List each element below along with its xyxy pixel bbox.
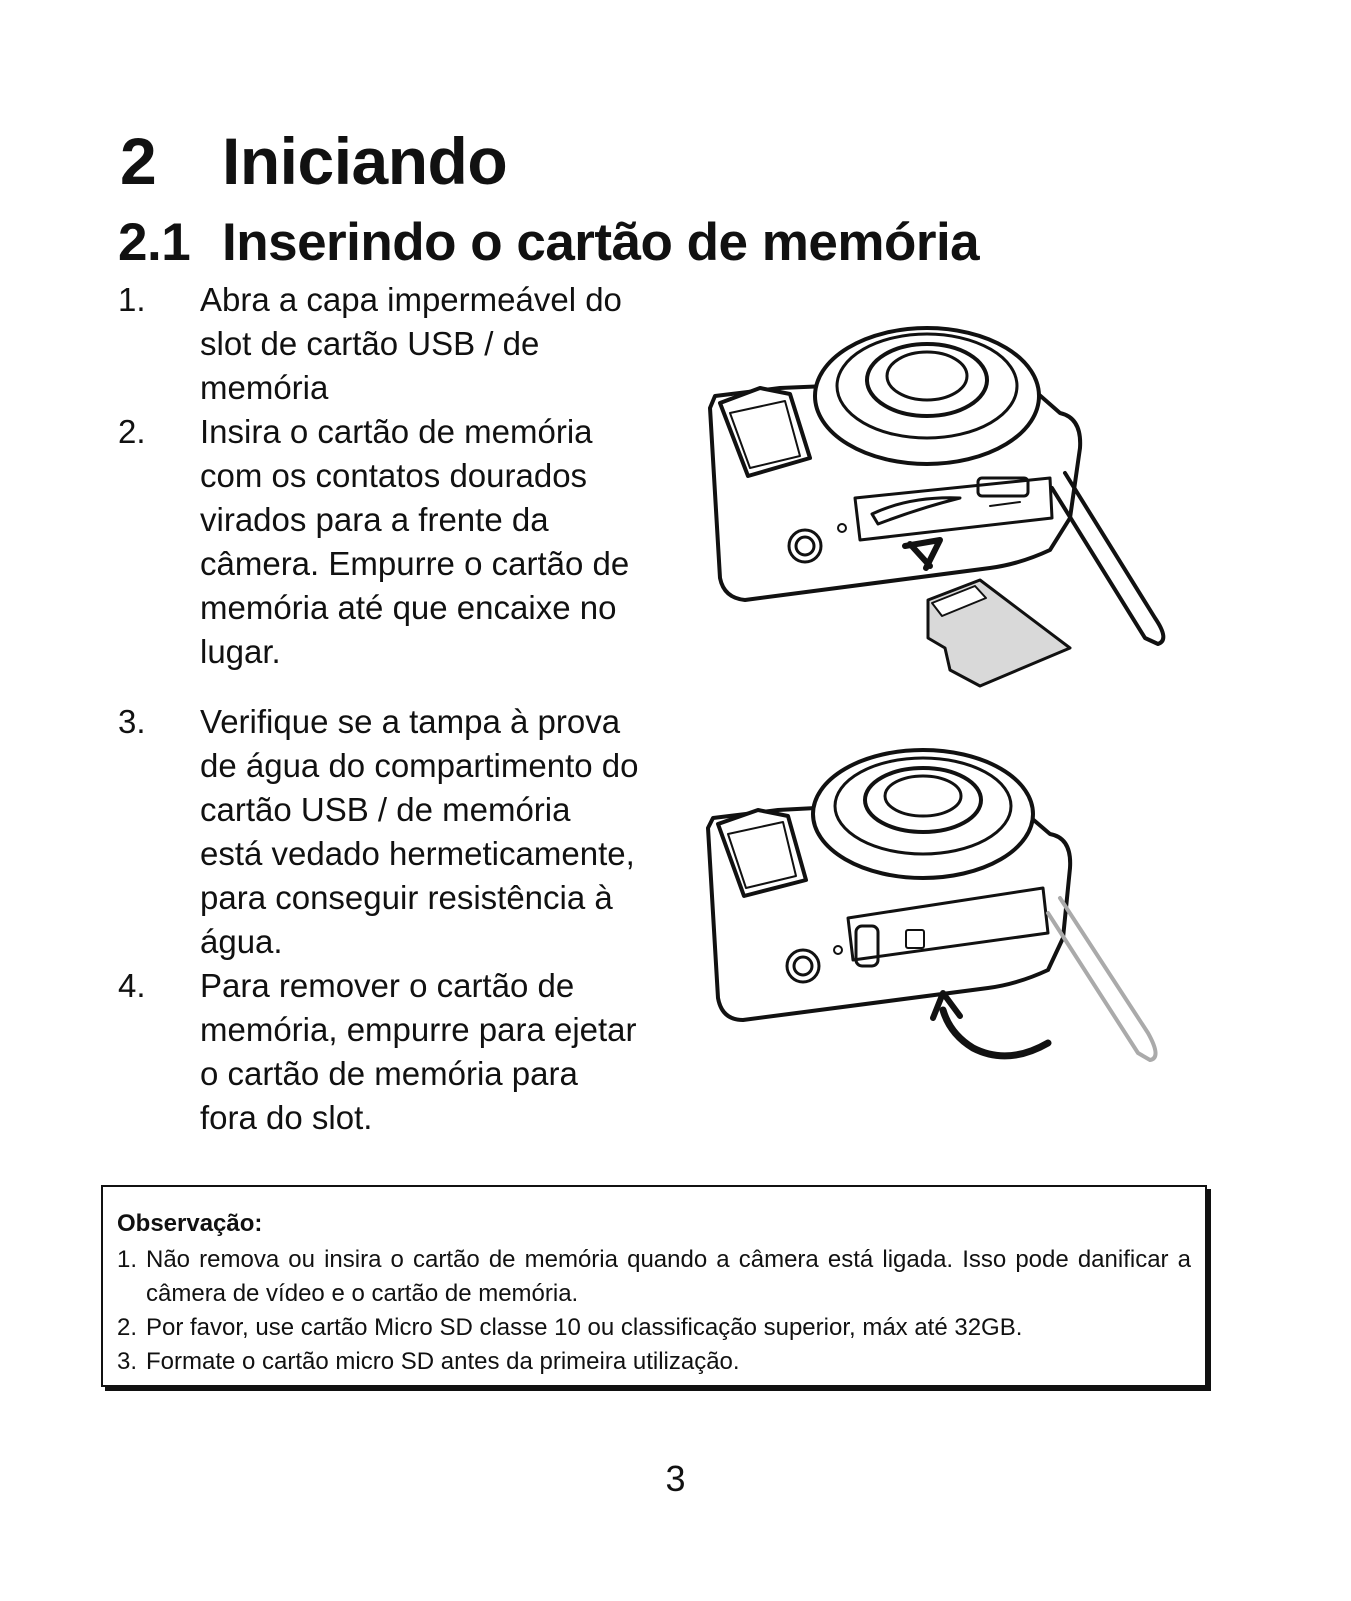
- note-item-number: 1.: [117, 1246, 138, 1273]
- chapter-number: 2: [120, 124, 157, 198]
- step-text: Verifique se a tampa à prova de água do compartimento do cartão USB / de memória está vedado hermeticamente, para conseguir resistência à água.: [200, 703, 639, 960]
- chapter-title: Iniciando: [222, 124, 508, 198]
- page-number: 3: [665, 1458, 686, 1499]
- note-item-text: Por favor, use cartão Micro SD classe 10 ou classificação superior, máx até 32GB.: [146, 1314, 1023, 1341]
- steps-list-top: [118, 278, 638, 674]
- note-item-text: Não remova ou insira o cartão de memória quando a câmera está ligada. Isso pode danificar a câmera de vídeo e o cartão de memória.: [146, 1246, 1191, 1307]
- step-number: 2.: [118, 413, 146, 450]
- step-number: 3.: [118, 703, 146, 740]
- step-item: [118, 964, 640, 1140]
- note-item-text: Formate o cartão micro SD antes da primeira utilização.: [146, 1348, 740, 1375]
- note-item: [117, 1243, 1191, 1311]
- note-title: Observação:: [117, 1210, 263, 1237]
- note-item-number: 2.: [117, 1314, 138, 1341]
- section-title: Inserindo o cartão de memória: [222, 213, 980, 272]
- step-text: Para remover o cartão de memória, empurre para ejetar o cartão de memória para fora do slot.: [200, 967, 637, 1136]
- step-text: Insira o cartão de memória com os contatos dourados virados para a frente da câmera. Empurre o cartão de memória até que encaixe no lugar.: [200, 413, 630, 670]
- camera-insert-card-illustration: [690, 318, 1190, 698]
- section-heading: [118, 213, 980, 272]
- step-number: 1.: [118, 281, 146, 318]
- note-item: [117, 1345, 1191, 1379]
- note-item: [117, 1311, 1191, 1345]
- chapter-heading: [120, 124, 508, 198]
- step-item: [118, 410, 640, 674]
- note-box: [101, 1185, 1207, 1387]
- steps-list-bottom: [118, 700, 638, 1140]
- step-item: [118, 700, 640, 964]
- step-number: 4.: [118, 967, 146, 1004]
- step-item: [118, 278, 640, 410]
- camera-close-cover-illustration: [688, 748, 1188, 1078]
- section-number: 2.1: [118, 213, 191, 272]
- note-item-number: 3.: [117, 1348, 138, 1375]
- step-text: Abra a capa impermeável do slot de cartão USB / de memória: [200, 281, 622, 406]
